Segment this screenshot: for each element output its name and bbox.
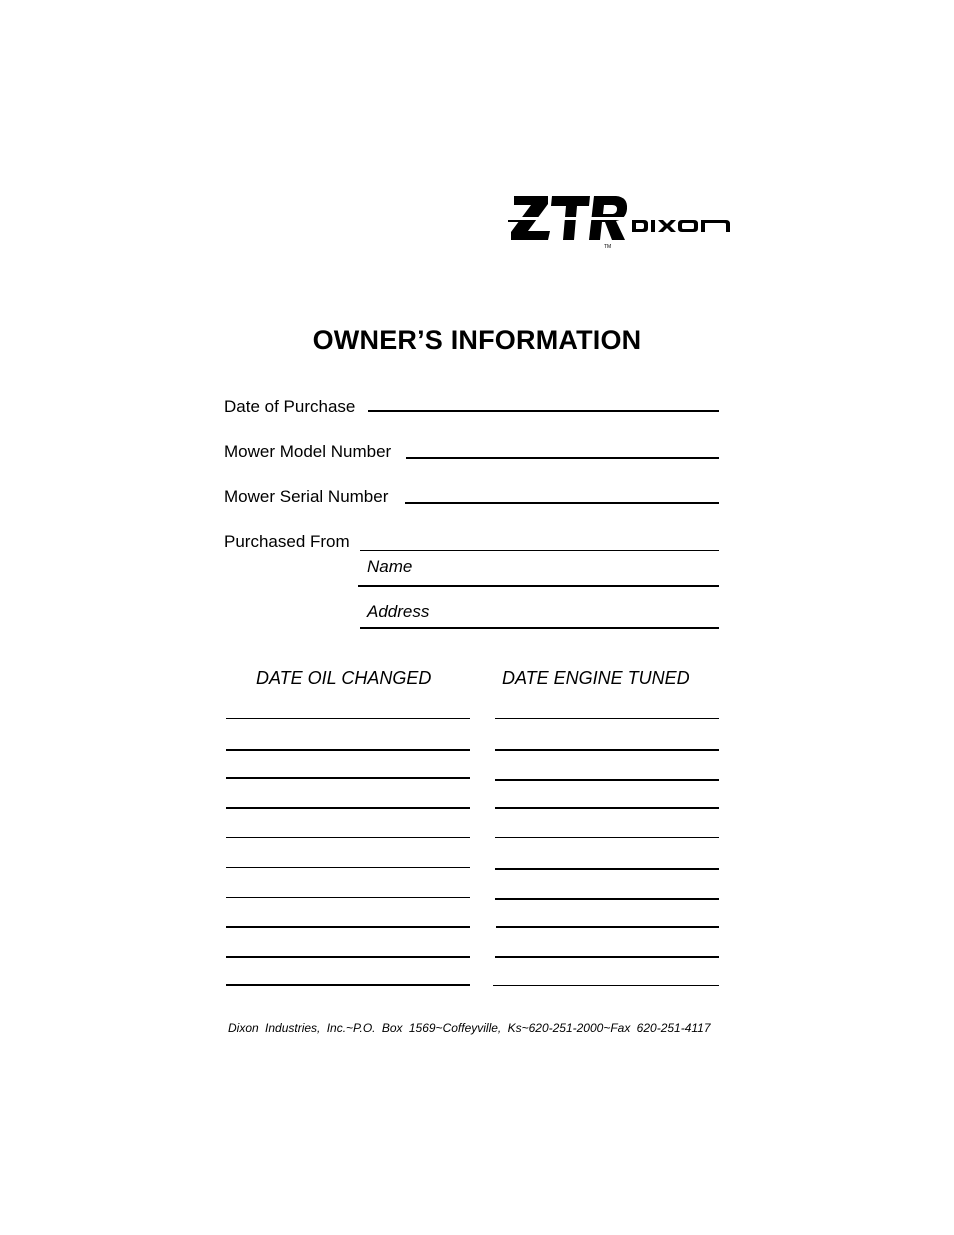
engine-tune-entry-line[interactable]	[495, 956, 719, 958]
oil-change-entry-line[interactable]	[226, 749, 470, 751]
ztr-logo-graphic	[508, 193, 733, 251]
svg-text:TM: TM	[604, 244, 612, 250]
company-contact-footer: Dixon Industries, Inc.~P.O. Box 1569~Coffeyville, Ks~620-251-2000~Fax 620-251-4117	[228, 1021, 711, 1035]
engine-tune-entry-line[interactable]	[495, 779, 719, 781]
engine-tune-entry-line[interactable]	[495, 868, 719, 870]
oil-change-entry-line[interactable]	[226, 984, 470, 986]
engine-tune-entry-line[interactable]	[495, 898, 719, 900]
date-of-purchase-label: Date of Purchase	[224, 397, 356, 416]
oil-change-entry-line[interactable]	[226, 807, 470, 809]
oil-change-entry-line[interactable]	[226, 837, 470, 838]
engine-tune-entry-line[interactable]	[496, 926, 719, 928]
purchased-from-label: Purchased From	[224, 532, 350, 551]
engine-tune-entry-line[interactable]	[493, 985, 719, 986]
oil-change-entry-line[interactable]	[226, 956, 470, 958]
date-oil-changed-header: DATE OIL CHANGED	[256, 668, 432, 688]
dixon-ztr-logo	[508, 193, 733, 251]
address-label: Address	[367, 602, 430, 621]
purchased-from-line[interactable]	[360, 550, 719, 551]
engine-tune-entry-line[interactable]	[495, 807, 719, 809]
page-title: OWNER’S INFORMATION	[312, 325, 642, 355]
address-line[interactable]	[360, 627, 719, 629]
date-of-purchase-line[interactable]	[368, 410, 719, 412]
mower-serial-number-label: Mower Serial Number	[224, 487, 389, 506]
mower-model-number-label: Mower Model Number	[224, 442, 392, 461]
oil-change-entry-line[interactable]	[226, 867, 470, 868]
engine-tune-entry-line[interactable]	[495, 749, 719, 751]
date-engine-tuned-header: DATE ENGINE TUNED	[502, 668, 690, 688]
name-line[interactable]	[358, 585, 719, 587]
oil-change-entry-line[interactable]	[226, 777, 470, 779]
engine-tune-entry-line[interactable]	[495, 718, 719, 719]
engine-tune-entry-line[interactable]	[495, 837, 719, 838]
name-label: Name	[367, 557, 413, 576]
oil-change-entry-line[interactable]	[226, 926, 470, 928]
mower-serial-number-line[interactable]	[405, 502, 719, 504]
mower-model-number-line[interactable]	[406, 457, 719, 459]
oil-change-entry-line[interactable]	[226, 897, 470, 898]
oil-change-entry-line[interactable]	[226, 718, 470, 719]
